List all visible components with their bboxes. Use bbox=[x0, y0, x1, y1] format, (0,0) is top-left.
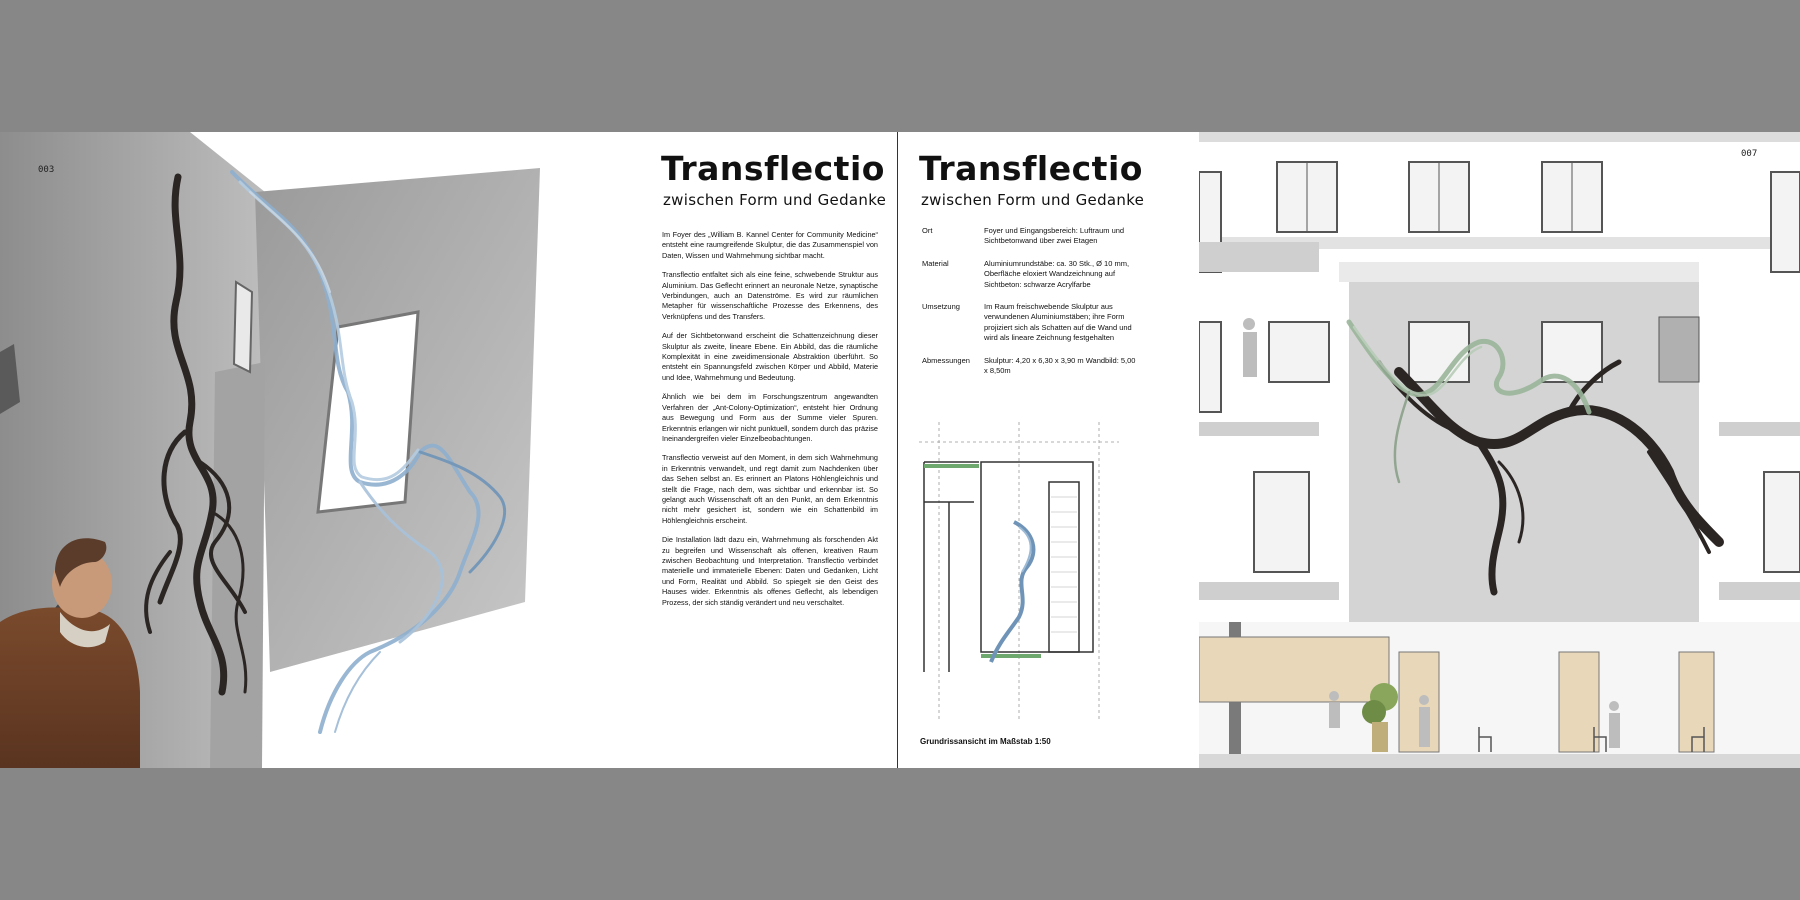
fact-value: Aluminiumrundstäbe: ca. 30 Stk., Ø 10 mm, Oberfläche eloxiert Wandzeichnung auf Sichtbeton: schwarze Acrylfarbe bbox=[984, 258, 1130, 289]
floor-plan-drawing bbox=[919, 422, 1119, 722]
fact-label: Ort bbox=[922, 226, 933, 235]
fact-value: Foyer und Eingangsbereich: Luftraum und Sichtbetonwand über zwei Etagen bbox=[984, 226, 1125, 246]
fact-label: Umsetzung bbox=[922, 302, 960, 312]
paragraph: Transflectio entfaltet sich als eine feine, schwebende Struktur aus Aluminium. Das Geflecht erinnert an neuronale Netze, synaptische Verbindungen, auch an Datenströme. Es wird zur räumlichen Metapher für wissenschaftliche Prozesse des Erkennens, des Verknüpfens und des Transfers. bbox=[662, 270, 878, 321]
fact-label: Abmessungen bbox=[922, 355, 970, 365]
paragraph: Im Foyer des „William B. Kannel Center for Community Medicine“ entsteht eine raumgreifende Skulptur, die das Zusammenspiel von Daten, Wissen und Wahrnehmung sichtbar macht. bbox=[662, 230, 878, 260]
fact-row bbox=[922, 226, 1137, 247]
paragraph: Ähnlich wie bei dem im Forschungszentrum angewandten Verfahren der „Ant-Colony-Optimization“, entsteht hier Ordnung aus Bewegung und Form aus der Summe vieler Spuren. Erkenntnis erlangen wir nicht punktuell, sondern durch das präzise Ineinandergreifen vieler Einzelbeobachtungen. bbox=[662, 392, 878, 443]
paragraph: Die Installation lädt dazu ein, Wahrnehmung als forschenden Akt zu begreifen und Wissenschaft als offenen, kreativen Raum zwischen Beobachtung und Interpretation. Transflectio verbindet materielle und immaterielle Ebenen: Daten und Gedanken, Licht und Form, Realität und Abbild. So spiegelt sie den Geist des Hauses wider. Erkenntnis als offenes Geflecht, als lebendigen Prozess, der sich ständig verändert und neu verschaltet. bbox=[662, 535, 878, 607]
fact-row bbox=[922, 302, 1137, 344]
left-page bbox=[0, 132, 898, 768]
plan-caption: Grundrissansicht im Maßstab 1:50 bbox=[920, 737, 1051, 746]
page-title: Transflectio bbox=[661, 149, 885, 188]
page-subtitle: zwischen Form und Gedanke bbox=[663, 191, 887, 209]
page-subtitle: zwischen Form und Gedanke bbox=[921, 191, 1145, 209]
foyer-render-image bbox=[0, 132, 560, 768]
gutter-line bbox=[897, 132, 898, 768]
fact-table bbox=[922, 226, 1137, 388]
page-number: 007 bbox=[1741, 149, 1758, 159]
body-text bbox=[662, 230, 878, 617]
fact-row bbox=[922, 259, 1137, 290]
fact-value: Im Raum freischwebende Skulptur aus verwundenen Aluminiumstäben; ihre Form projiziert sich als Schatten auf die Wand und wird als lineare Zeichnung festgehalten bbox=[984, 302, 1132, 343]
paragraph: Auf der Sichtbetonwand erscheint die Schattenzeichnung dieser Skulptur als zweite, lineare Ebene. Ein Abbild, das die räumliche Komplexität in eine zweidimensionale Abstraktion überführt. So entsteht ein Spannungsfeld zwischen Körper und Abbild, Materie und Idee, Wahrnehmung und Bedeutung. bbox=[662, 331, 878, 382]
facade-elevation-drawing bbox=[1199, 132, 1800, 768]
paragraph: Transflectio verweist auf den Moment, in dem sich Wahrnehmung in Erkenntnis verwandelt, und regt damit zum Nachdenken über das Sehen selbst an. Es erinnert an Platons Höhlengleichnis und stellt die Frage, nach dem, was sichtbar und erkennbar ist. So gelangt auch Wissenschaft oft an den Punkt, an dem Erkenntnis nicht mehr gesichert ist, sondern wie ein Schattenbild im Höhlengleichnis erscheint. bbox=[662, 453, 878, 525]
right-page bbox=[899, 132, 1800, 768]
page-number: 003 bbox=[38, 165, 55, 175]
fact-value: Skulptur: 4,20 x 6,30 x 3,90 m Wandbild: 5,00 x 8,50m bbox=[984, 355, 1136, 376]
page-title: Transflectio bbox=[919, 149, 1143, 188]
fact-row bbox=[922, 356, 1137, 377]
book-spread bbox=[0, 132, 1800, 768]
fact-label: Material bbox=[922, 258, 949, 268]
